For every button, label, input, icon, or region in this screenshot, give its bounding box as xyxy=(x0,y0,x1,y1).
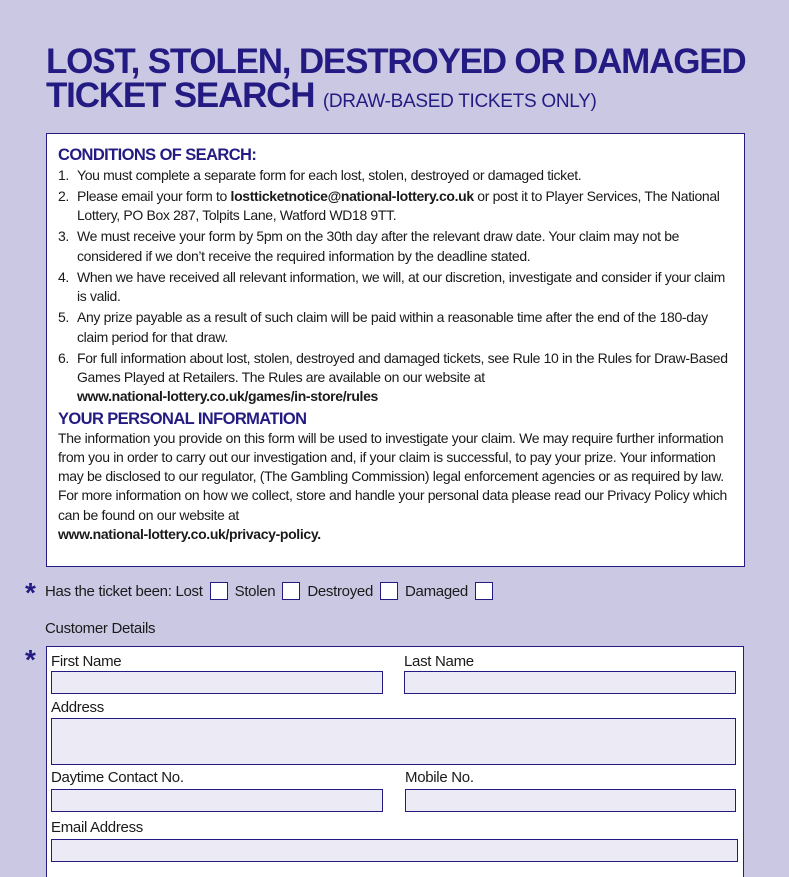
stolen-checkbox[interactable] xyxy=(282,582,300,600)
last-name-field[interactable] xyxy=(404,671,736,694)
destroyed-label: Destroyed xyxy=(307,582,374,600)
title-line-2-text: TICKET SEARCH xyxy=(46,76,315,115)
privacy-policy-link[interactable]: www.national-lottery.co.uk/privacy-policy. xyxy=(58,526,321,543)
mobile-label: Mobile No. xyxy=(405,769,474,786)
damaged-checkbox[interactable] xyxy=(475,582,493,600)
personal-info-body: The information you provide on this form will be used to investigate your claim. We may require further information from you in order to carry out our investigation and, if your claim is successful, to pay your prize. Your information may be disclosed to our regulator, (The Gambling Commission) legal enforcement agencies or as required by law. For more information on how we collect, store and handle your personal data please read our Privacy Policy which can be found on our website at xyxy=(58,429,727,523)
lost-checkbox[interactable] xyxy=(210,582,228,600)
condition-number: 2. xyxy=(58,188,69,205)
conditions-box xyxy=(46,133,745,567)
condition-text xyxy=(77,187,734,226)
email-address-label: Email Address xyxy=(51,819,143,836)
condition-text: When we have received all relevant information, we will, at our discretion, investigate and consider if your claim is valid. xyxy=(77,268,725,305)
personal-info-heading: YOUR PERSONAL INFORMATION xyxy=(58,409,307,428)
address-label: Address xyxy=(51,699,104,716)
condition-text xyxy=(77,349,734,407)
rules-link[interactable]: www.national-lottery.co.uk/games/in-store/rules xyxy=(77,388,378,405)
email-link[interactable]: lostticketnotice@national-lottery.co.uk xyxy=(230,188,474,205)
daytime-contact-field[interactable] xyxy=(51,789,383,812)
condition-item xyxy=(58,227,734,266)
last-name-label: Last Name xyxy=(404,653,474,670)
condition-number: 4. xyxy=(58,268,69,285)
condition-item xyxy=(58,349,734,407)
condition-text-post: or post it to Player Services, The National Lottery, PO Box 287, Tolpits Lane, Watford WD18 9TT. xyxy=(77,188,720,224)
required-asterisk: * xyxy=(25,577,36,608)
customer-details-label: Customer Details xyxy=(45,620,156,637)
title-line-2 xyxy=(46,76,766,119)
stolen-label: Stolen xyxy=(234,582,276,600)
condition-text: Any prize payable as a result of such claim will be paid within a reasonable time after the end of the 180-day claim period for that draw. xyxy=(77,309,708,345)
condition-number: 6. xyxy=(58,349,69,366)
mobile-field[interactable] xyxy=(405,789,736,812)
conditions-heading: CONDITIONS OF SEARCH: xyxy=(58,146,257,164)
condition-number: 1. xyxy=(58,167,69,183)
first-name-field[interactable] xyxy=(51,671,383,694)
condition-number: 5. xyxy=(58,309,69,326)
daytime-contact-label: Daytime Contact No. xyxy=(51,769,184,786)
ticket-status-row xyxy=(45,580,500,602)
title-line-1: LOST, STOLEN, DESTROYED OR DAMAGED xyxy=(46,42,746,81)
title-subtitle: (DRAW-BASED TICKETS ONLY) xyxy=(322,91,597,112)
damaged-label: Damaged xyxy=(405,582,468,600)
condition-item xyxy=(58,187,734,226)
condition-text: We must receive your form by 5pm on the 30th day after the relevant draw date. Your claim may not be considered if we don’t receive the required information by the deadline stated. xyxy=(77,228,680,264)
personal-info-text xyxy=(58,429,734,545)
condition-item xyxy=(58,268,734,307)
conditions-list xyxy=(58,166,734,407)
customer-details-box xyxy=(46,646,744,877)
condition-item xyxy=(58,308,734,347)
required-asterisk: * xyxy=(25,644,36,675)
condition-text: You must complete a separate form for each lost, stolen, destroyed or damaged ticket. xyxy=(77,167,582,183)
condition-number: 3. xyxy=(58,228,69,245)
condition-text-body: For full information about lost, stolen, destroyed and damaged tickets, see Rule 10 in the Rules for Draw-Based Games Played at Retailers. The Rules are available on our website at xyxy=(77,349,728,385)
email-address-field[interactable] xyxy=(51,839,738,862)
condition-text-pre: Please email your form to xyxy=(77,188,231,205)
page-title xyxy=(46,42,766,119)
address-field[interactable] xyxy=(51,718,736,765)
condition-item xyxy=(58,166,734,185)
destroyed-checkbox[interactable] xyxy=(380,582,398,600)
ticket-status-question: Has the ticket been: Lost xyxy=(45,582,203,600)
first-name-label: First Name xyxy=(51,653,122,670)
